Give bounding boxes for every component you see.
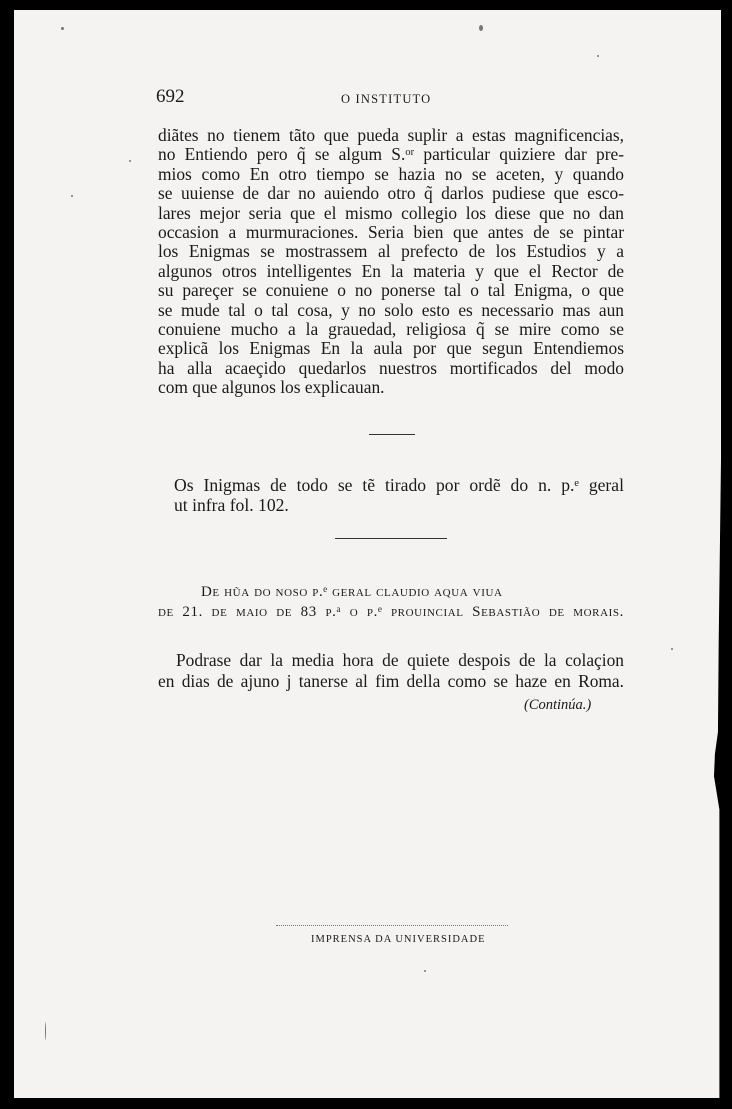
- paper-speck: [479, 25, 483, 31]
- printer-imprint: IMPRENSA DA UNIVERSIDADE: [311, 934, 486, 945]
- continuation-note: (Continúa.): [524, 697, 592, 713]
- text-line: su pareçer se conuiene o no ponerse tal o tal Enigma, o que: [158, 280, 624, 301]
- section-divider: [369, 434, 415, 435]
- instruction-line: Podrase dar la media hora de quiete despois de la colaçion: [176, 650, 624, 670]
- note-paragraph: [174, 475, 624, 515]
- footer-divider: [276, 925, 508, 926]
- paper-speck: [597, 55, 599, 57]
- text-line: conuiene mucho a la grauedad, religiosa q̃ se mire como se: [158, 319, 624, 340]
- page-header: [156, 86, 624, 108]
- letter-heading: [158, 582, 624, 622]
- instruction-paragraph: [158, 650, 624, 692]
- note-line: Os Inigmas de todo se tẽ tirado por ordẽ do n. p.ᵉ geral: [174, 475, 624, 495]
- body-paragraph: [158, 126, 624, 398]
- text-line: occasion a murmuraciones. Seria bien que antes de se pintar: [158, 222, 624, 243]
- paper-speck: [71, 195, 73, 197]
- instruction-line: en dias de ajuno j tanerse al fim della como se haze en Roma.: [158, 671, 624, 691]
- paper-speck: [61, 27, 64, 30]
- text-line: se mude tal o tal cosa, y no solo esto es necessario mas aun: [158, 299, 624, 320]
- page-number: 692: [156, 86, 185, 107]
- paper-speck: [129, 160, 131, 162]
- text-line: com que algunos los explicauan.: [158, 377, 385, 398]
- paper-speck: [671, 648, 673, 650]
- text-line: lares mejor seria que el mismo collegio los diese que no dan: [158, 202, 624, 223]
- text-line: los Enigmas se mostrassem al prefecto de los Estudios y a: [158, 241, 624, 262]
- running-title: O INSTITUTO: [341, 92, 432, 106]
- letter-heading-line: De hũa do noso p.ᵉ geral claudio aqua viua: [201, 584, 503, 600]
- text-line: no Entiendo pero q̃ se algum S.ᵒʳ particular quiziere dar pre-: [158, 144, 624, 165]
- text-line: algunos otros intelligentes En la materia y que el Rector de: [158, 260, 624, 281]
- text-line: ha alla acaeçido quedarlos nuestros mortificados del modo: [158, 357, 624, 378]
- text-line: diãtes no tienem tãto que pueda suplir a estas magnificencias,: [158, 125, 624, 145]
- note-line: ut infra fol. 102.: [174, 495, 289, 515]
- letter-heading-line: de 21. de maio de 83 p.ᵃ o p.ᵉ prouincial Sebastião de morais.: [158, 604, 624, 620]
- text-line: explicã los Enigmas En la aula por que segun Entendiemos: [158, 338, 624, 359]
- text-line: mios como En otro tiempo se hazia no se aceten, y quando: [158, 163, 624, 184]
- paper-speck: [424, 970, 426, 972]
- text-line: se uuiense de dar no auiendo otro q̃ darlos pudiese que esco-: [158, 183, 624, 204]
- section-divider: [335, 538, 447, 539]
- paper-speck: [45, 1022, 46, 1040]
